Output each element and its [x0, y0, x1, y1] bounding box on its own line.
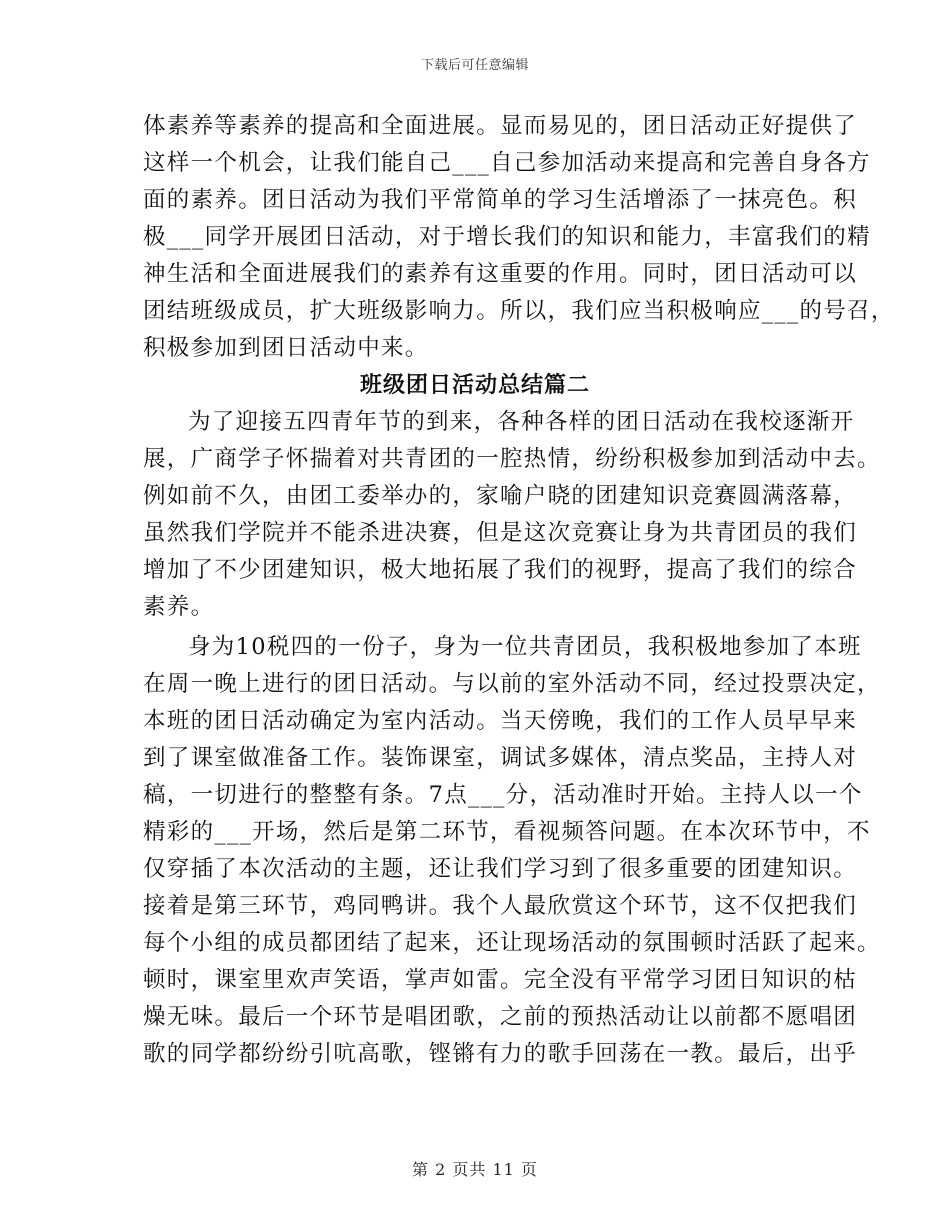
text-line: 燥无味。最后一个环节是唱团歌，之前的预热活动让以前都不愿唱团	[143, 1004, 858, 1030]
header-note: 下载后可任意编辑	[420, 58, 529, 73]
text-line: 稿，一切进行的整整有条。7点___分，活动准时开始。主持人以一个	[143, 782, 863, 808]
text-line: 顿时，课室里欢声笑语，掌声如雷。完全没有平常学习团日知识的枯	[143, 967, 858, 993]
text-line: 精彩的___开场，然后是第二环节，看视频答问题。在本次环节中，不	[143, 819, 871, 845]
text-line: 到了课室做准备工作。装饰课室，调试多媒体，清点奖品，主持人对	[143, 745, 858, 771]
text-line: 团结班级成员，扩大班级影响力。所以，我们应当积极响应___的号召，	[143, 298, 895, 324]
text-line: 接着是第三环节，鸡同鸭讲。我个人最欣赏这个环节，这不仅把我们	[143, 893, 858, 919]
text-line: 极___同学开展团日活动，对于增长我们的知识和能力，丰富我们的精	[143, 224, 871, 250]
text-line: 神生活和全面进展我们的素养有这重要的作用。同时，团日活动可以	[143, 261, 858, 287]
text-line: 例如前不久，由团工委举办的，家喻户晓的团建知识竞赛圆满落幕，	[143, 483, 858, 509]
text-line: 虽然我们学院并不能杀进决赛，但是这次竞赛让身为共青团员的我们	[143, 520, 858, 546]
page-footer: 第 2 页共 11 页	[412, 1160, 538, 1179]
text-line: 展，广商学子怀揣着对共青团的一腔热情，纷纷积极参加到活动中去。	[143, 446, 881, 472]
text-line: 面的素养。团日活动为我们平常简单的学习生活增添了一抹亮色。积	[143, 187, 858, 213]
text-line: 歌的同学都纷纷引吭高歌，铿锵有力的歌手回荡在一教。最后，出乎	[143, 1041, 858, 1067]
text-line: 体素养等素养的提高和全面进展。显而易见的，团日活动正好提供了	[143, 113, 858, 139]
text-line: 身为10税四的一份子，身为一位共青团员，我积极地参加了本班	[188, 634, 862, 660]
text-line: 这样一个机会，让我们能自己___自己参加活动来提高和完善自身各方	[143, 150, 871, 176]
text-line: 仅穿插了本次活动的主题，还让我们学习到了很多重要的团建知识。	[143, 856, 858, 882]
text-line: 在周一晚上进行的团日活动。与以前的室外活动不同，经过投票决定，	[143, 671, 881, 697]
text-line: 增加了不少团建知识，极大地拓展了我们的视野，提高了我们的综合	[143, 557, 858, 583]
text-line: 积极参加到团日活动中来。	[143, 335, 429, 361]
text-line: 素养。	[143, 594, 215, 620]
section-title: 班级团日活动总结篇二	[359, 372, 590, 398]
text-line: 本班的团日活动确定为室内活动。当天傍晚，我们的工作人员早早来	[143, 708, 858, 734]
text-line: 每个小组的成员都团结了起来，还让现场活动的氛围顿时活跃了起来。	[143, 930, 881, 956]
text-line: 为了迎接五四青年节的到来，各种各样的团日活动在我校逐渐开	[188, 409, 855, 435]
